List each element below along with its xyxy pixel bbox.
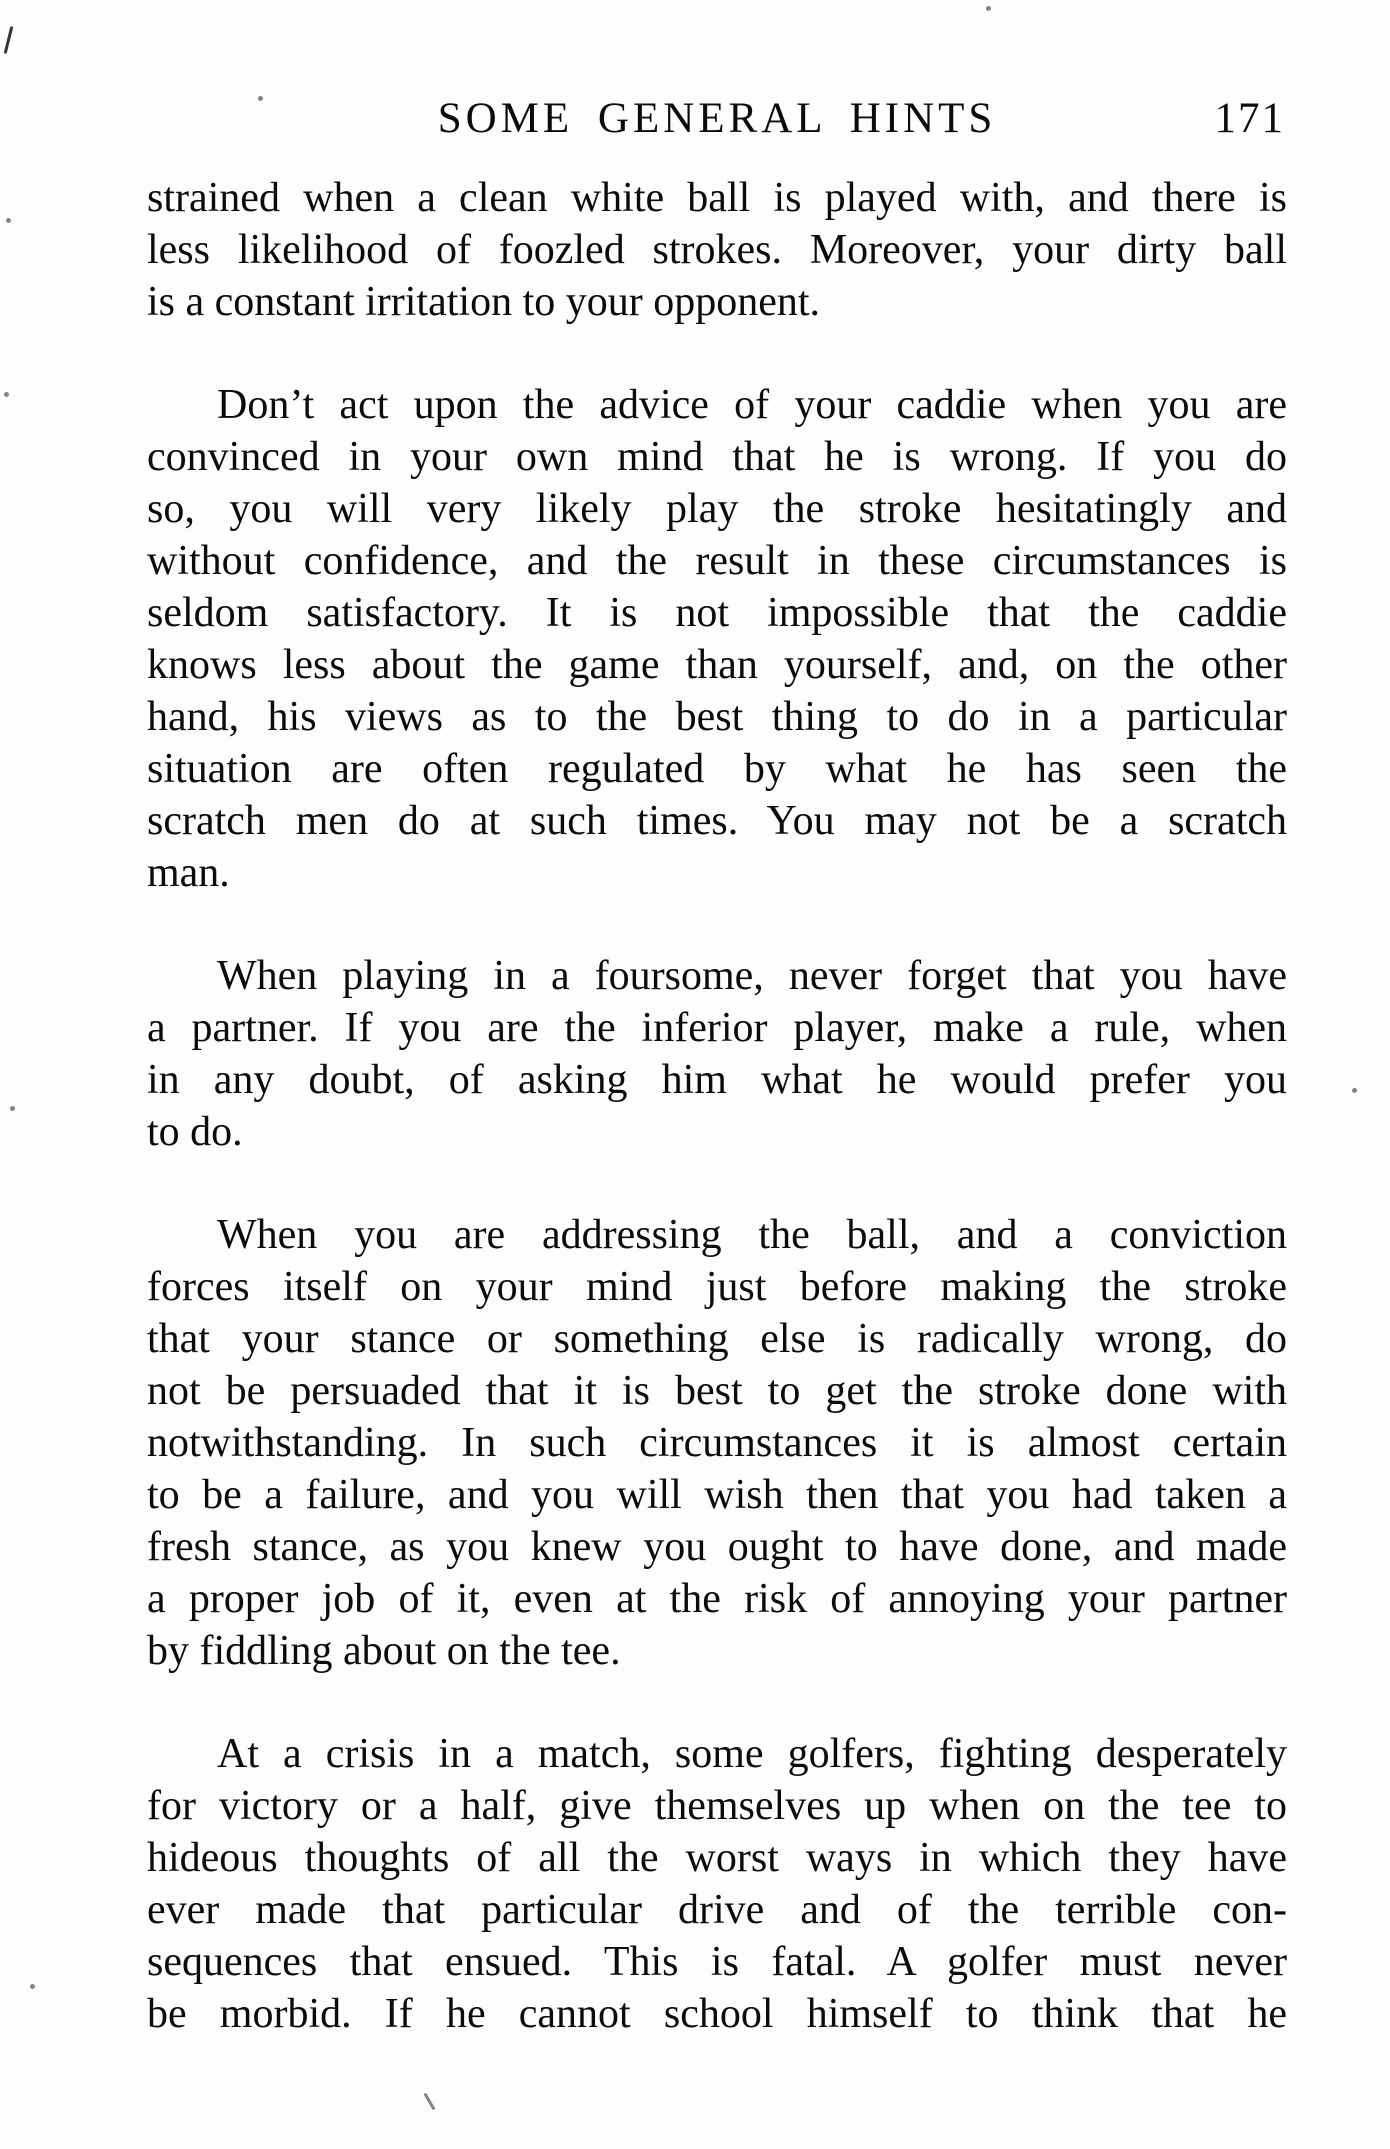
text-line: fresh stance, as you knew you ought to have done, and made	[147, 1524, 1287, 1570]
text-line: Don’t act upon the advice of your caddie when you are	[217, 382, 1287, 428]
text-line: without confidence, and the result in these circumstances is	[147, 538, 1287, 584]
paragraph	[147, 1728, 1287, 2040]
text-line: knows less about the game than yourself, and, on the other	[147, 642, 1287, 688]
scan-artifact	[4, 392, 9, 397]
text-block	[147, 172, 1287, 2040]
text-line: man.	[147, 850, 230, 896]
paragraph	[147, 950, 1287, 1158]
page-header	[147, 97, 1287, 149]
text-line: When you are addressing the ball, and a conviction	[217, 1212, 1287, 1258]
text-line: When playing in a foursome, never forget that you have	[217, 953, 1287, 999]
running-title: SOME GENERAL HINTS	[437, 95, 997, 142]
text-line: be morbid. If he cannot school himself to think that he	[147, 1991, 1287, 2037]
text-line: notwithstanding. In such circumstances it is almost certain	[147, 1420, 1287, 1466]
text-line: for victory or a half, give themselves up when on the tee to	[147, 1783, 1287, 1829]
scan-artifact	[30, 1984, 35, 1989]
text-line: scratch men do at such times. You may not be a scratch	[147, 798, 1287, 844]
scan-artifact	[1352, 1088, 1357, 1093]
text-line: convinced in your own mind that he is wrong. If you do	[147, 434, 1287, 480]
text-line: by fiddling about on the tee.	[147, 1628, 621, 1674]
scan-artifact	[10, 1106, 15, 1111]
text-line: in any doubt, of asking him what he would prefer you	[147, 1057, 1287, 1103]
scan-artifact	[258, 96, 263, 101]
text-line: to do.	[147, 1109, 243, 1155]
text-line: to be a failure, and you will wish then that you had taken a	[147, 1472, 1287, 1518]
text-line: sequences that ensued. This is fatal. A golfer must never	[147, 1939, 1287, 1985]
paragraph	[147, 172, 1287, 328]
text-line: less likelihood of foozled strokes. Moreover, your dirty ball	[147, 227, 1287, 273]
text-line: forces itself on your mind just before making the stroke	[147, 1264, 1287, 1310]
scan-artifact	[4, 26, 14, 54]
text-line: a proper job of it, even at the risk of annoying your partner	[147, 1576, 1287, 1622]
text-line: strained when a clean white ball is played with, and there is	[147, 175, 1287, 221]
page-number: 171	[1214, 95, 1285, 142]
scan-artifact	[6, 218, 11, 223]
paragraph	[147, 379, 1287, 899]
scan-artifact	[986, 6, 991, 11]
text-line: is a constant irritation to your opponent.	[147, 279, 821, 325]
text-line: not be persuaded that it is best to get the stroke done with	[147, 1368, 1287, 1414]
text-line: so, you will very likely play the stroke hesitatingly and	[147, 486, 1287, 532]
text-line: ever made that particular drive and of the terrible con-	[147, 1887, 1287, 1933]
text-line: hideous thoughts of all the worst ways in which they have	[147, 1835, 1287, 1881]
text-line: At a crisis in a match, some golfers, fighting desperately	[217, 1731, 1287, 1777]
text-line: that your stance or something else is radically wrong, do	[147, 1316, 1287, 1362]
text-line: a partner. If you are the inferior player, make a rule, when	[147, 1005, 1287, 1051]
scan-artifact	[423, 2093, 435, 2111]
text-line: situation are often regulated by what he has seen the	[147, 746, 1287, 792]
text-line: hand, his views as to the best thing to do in a particular	[147, 694, 1287, 740]
text-line: seldom satisfactory. It is not impossible that the caddie	[147, 590, 1287, 636]
paragraph	[147, 1209, 1287, 1677]
